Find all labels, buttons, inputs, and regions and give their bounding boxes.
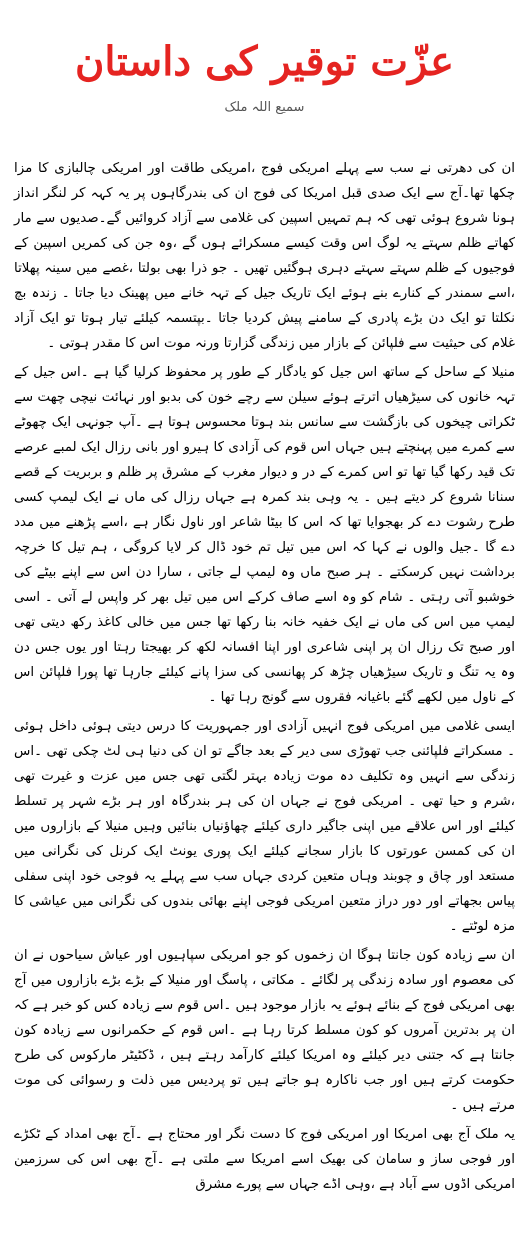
article-header (0, 0, 529, 115)
article-title: عزّت توقیر کی داستان (75, 38, 454, 85)
paragraph-5: یہ ملک آج بھی امریکا اور امریکی فوج کا دست نگر اور محتاج ہے ۔آج بھی امداد کے ٹکڑے اور فوجی ساز و سامان کی بھیک اسے امریکا سے ملتی ہے ۔آج بھی اس کی سرزمین امریکی اڈوں سے آباد ہے ،وہی اڈے جہاں سے پورے مشرق (14, 1127, 515, 1192)
paragraph-1: ان کی دھرتی نے سب سے پہلے امریکی فوج ،امریکی طاقت اور امریکی چالبازی کا مزا چکھا تھا۔آج سے ایک صدی قبل امریکا کی فوج ان کی بندرگاہوں پر یہ کہہ کر لنگر انداز ہونا شروع ہوئی تھی کہ ہم تمہیں اسپین کی غلامی سے آزاد کروائیں گے۔صدیوں سے مار کھاتے ظلم سہتے یہ لوگ اس وقت کیسے مسکرائے ہوں گے ،وہ جن کی کمریں اسپین کے فوجیوں کے ظلم سہتے سہتے دہری ہوگئیں تھیں ۔ جو ذرا بھی بولتا ،غصے میں سینہ پھلاتا ،اسے سمندر کے کنارے بنے ہوئے ایک تاریک جیل کے تہہ خانے میں پھینک دیا جاتا ۔ زندہ بچ نکلتا تو ایک دن بڑے پادری کے سامنے پیش کردیا جاتا ۔بپتسمہ کیلئے تیار ہوتا تو ایک آزاد غلام کی حیثیت سے فلپائن کے بازار میں زندگی گزارتا ورنہ موت اس کا مقدر ہوتی ۔ (14, 161, 515, 351)
paragraph-4: ان سے زیادہ کون جانتا ہوگا ان زخموں کو جو امریکی سپاہیوں اور عیاش سیاحوں نے ان کی معصوم اور سادہ زندگی پر لگائے ۔ مکاتی ، پاسگ اور منیلا کے بڑے بڑے بازاروں میں آج بھی امریکی فوج کے بنائے ہوئے یہ بازار موجود ہیں ۔اس قوم سے زیادہ کس کو خبر ہے کہ ان پر بدترین آمروں کو کون مسلط کرتا رہا ہے ۔اس قوم کے حکمرانوں سے زیادہ کون جانتا ہے کہ جتنی دیر کیلئے وہ امریکا کیلئے کارآمد رہتے ہیں ، ڈکٹیٹر مارکوس کی طرح حکومت کرتے ہیں اور جب ناکارہ ہو جاتے ہیں تو پردیس میں ذلت و رسوائی کی موت مرتے ہیں ۔ (14, 948, 515, 1113)
paragraph-2: منیلا کے ساحل کے ساتھ اس جیل کو یادگار کے طور پر محفوظ کرلیا گیا ہے ۔اس جیل کے تہہ خانوں کی سیڑھیاں اترتے ہوئے سیلن سے رچے خون کی بدبو اور نہائت نیچی چھت سے ٹکراتی چیخوں کی بازگشت سے سانس بند ہوتا محسوس ہوتا ہے ۔آپ جونہی ایک چھوٹے سے کمرے میں پہنچتے ہیں جہاں اس قوم کی آزادی کا ہیرو اور بانی رزال ایک لمبے عرصے تک قید رکھا گیا تھا تو اس کمرے کے در و دیوار مغرب کے مشرق پر ظلم و بربریت کے قصے سنانا شروع کر دیتے ہیں ۔ یہ وہی بند کمرہ ہے جہاں رزال کی ماں نے ایک لیمپ کسی طرح رشوت دے کر بھجوایا تھا کہ اس کا بیٹا شاعر اور ناول نگار ہے ،اسے پڑھنے میں مدد دے گا ۔جیل والوں نے کہا کہ اس میں تیل تم خود ڈال کر لایا کروگی ، ہم تیل کا خرچہ برداشت نہیں کرسکتے ۔ ہر صبح ماں وہ لیمپ لے جاتی ، سارا دن اس سے اپنے بیٹے کی خوشبو آتی رہتی ۔ شام کو وہ اسے صاف کرکے اس میں تیل بھر کر واپس لے آتی ۔ اسی لیمپ میں اس کی ماں نے ایک خفیہ خانہ بنا رکھا تھا جس میں خالی کاغذ رکھ دیتی تھی اور صبح تک رزال ان پر اپنی شاعری اور اپنا افسانہ لکھ کر بھیجتا رہتا اور یوں جس دن وہ یہ تنگ و تاریک سیڑھیاں چڑھ کر پھانسی کی سزا پانے کیلئے جارہا تھا پورا فلپائن اس کے ناول میں لکھے گئے باغیانہ فقروں سے گونج رہا تھا ۔ (14, 365, 515, 705)
author-byline: سمیع اللہ ملک (224, 100, 305, 115)
paragraph-3: ایسی غلامی میں امریکی فوج انہیں آزادی اور جمہوریت کا درس دیتی ہوئی داخل ہوئی ۔ مسکراتے فلپائنی جب تھوڑی سی دیر کے بعد جاگے تو ان کی دنیا ہی لٹ چکی تھی ۔اس زندگی سے انہیں وہ تکلیف دہ موت زیادہ بہتر لگتی تھی جس میں عزت و غیرت تھی ،شرم و حیا تھی ۔ امریکی فوج نے جہاں ان کی ہر بندرگاہ اور ہر بڑے شہر پر تسلط کیلئے اور اس علاقے میں اپنی جاگیر داری کیلئے چھاؤنیاں بنائیں وہیں منیلا کے بازاروں میں ان کی کمسن عورتوں کا بازار سجانے کیلئے ایک پوری یونٹ ایک کرنل کی نگرانی میں مستعد اور چاق و چوبند وہاں متعین کردی جہاں سب سے پہلے یہ فوجی خود اپنی سفلی پیاس بجھاتے اور دور دراز متعین امریکی فوجی اپنے بھائی بندوں کی نگرانی میں عیاشی کا مزہ لوٹتے ۔ (14, 719, 515, 934)
article-body (14, 156, 515, 1201)
